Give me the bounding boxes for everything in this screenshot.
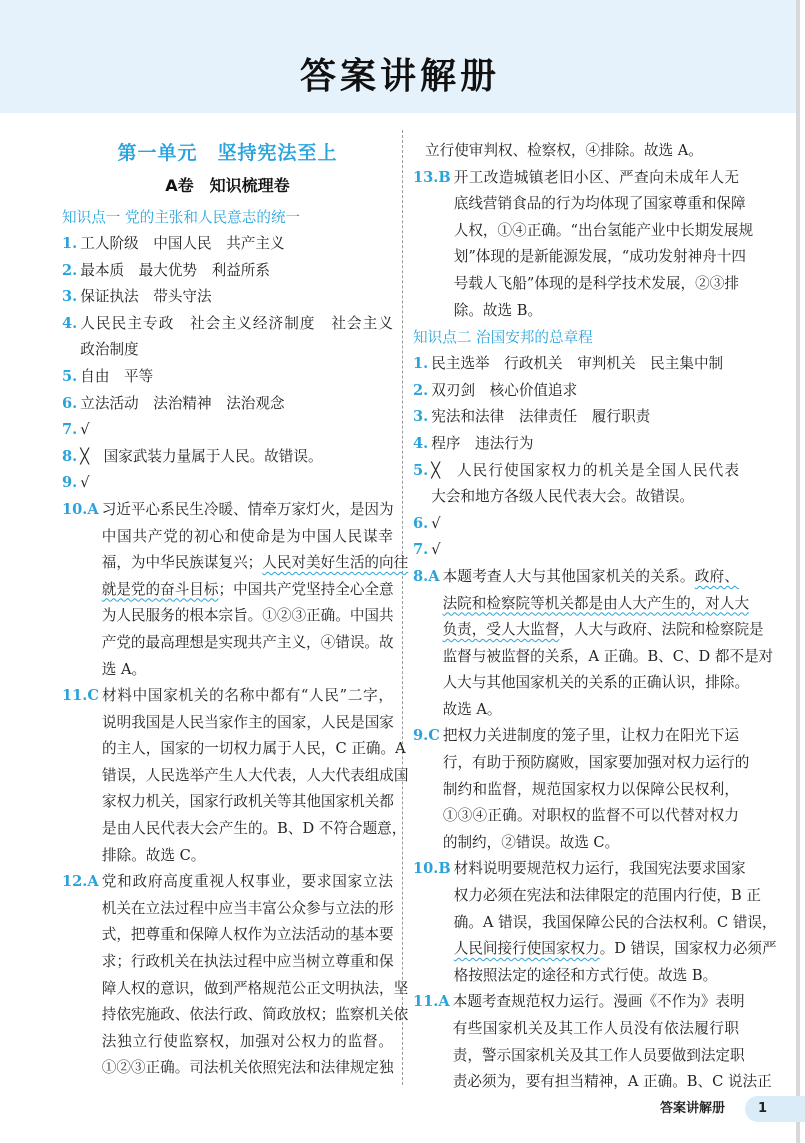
answer-number: 6. [413, 514, 429, 532]
answer-number: 1. [413, 355, 429, 373]
answer-body [80, 364, 393, 391]
answer-item [413, 165, 754, 325]
emphasized-text: 人民间接行使国家权力 [453, 940, 600, 958]
answer-line [101, 550, 409, 577]
answer-item [62, 364, 393, 391]
answer-number: 12.A [62, 873, 99, 891]
emphasized-text: 政府、 [694, 567, 739, 585]
answer-line: 立行使审判权、检察权，④排除。故选 A。 [425, 142, 703, 159]
answer-body [453, 856, 777, 989]
answer-line: 立法活动 法治精神 法治观念 [80, 394, 285, 412]
answer-line: 把权力关进制度的笼子里，让权力在阳光下运 [442, 727, 739, 745]
answer-number: 2. [413, 381, 429, 399]
answer-item [62, 311, 393, 364]
answer-item [62, 231, 393, 258]
answer-list [62, 231, 409, 1082]
answer-item [413, 856, 777, 989]
answer-body [80, 417, 393, 444]
answer-line: 确。A 错误，我国保障公民的合法权利。C 错误， [453, 913, 777, 931]
answer-body [431, 511, 739, 538]
answer-number: 7. [413, 541, 429, 559]
answer-line: 法独立行使监察权，加强对公权力的监督。 [101, 1032, 393, 1050]
knowledge-point-heading: 知识点一 党的主张和人民意志的统一 [62, 209, 301, 226]
answer-number: 8.A [413, 567, 440, 585]
answer-body [442, 564, 774, 724]
answer-number: 5. [62, 367, 78, 385]
answer-line: 号载人飞船”体现的是科学技术发展，②③排 [453, 274, 739, 292]
answer-item [413, 989, 772, 1095]
answer-line: 中国共产党的初心和使命是为中国人民谋幸 [101, 527, 393, 545]
answer-body [80, 470, 393, 497]
answer-item [62, 683, 409, 869]
answer-line: 式，把尊重和保障人权作为立法活动的基本要 [101, 926, 394, 944]
unit-title: 第一单元 坚持宪法至上 [117, 142, 338, 164]
answer-line: √ [431, 514, 441, 532]
answer-item [413, 511, 739, 538]
answer-number: 10.A [62, 500, 99, 518]
answer-line: 选 A。 [101, 660, 147, 678]
answer-line: 材料说明要规范权力运行，我国宪法要求国家 [453, 860, 746, 878]
answer-list [413, 138, 754, 324]
answer-number: 4. [62, 314, 78, 332]
answer-line: 故选 A。 [442, 700, 502, 718]
answer-item [62, 869, 409, 1082]
answer-body [442, 723, 750, 856]
answer-item [62, 391, 393, 418]
answer-line: 材料中国家机关的名称中都有“人民”二字， [102, 687, 393, 705]
knowledge-point-heading: 知识点二 治国安邦的总章程 [413, 329, 593, 347]
answer-line: √ [431, 541, 441, 559]
answer-line: 错误，人民选举产生人大代表，人大代表组成国 [102, 766, 409, 784]
answer-line: 格按照法定的途径和方式行使。故选 B。 [453, 966, 718, 984]
answer-line [102, 577, 393, 604]
answer-line: 双刃剑 核心价值追求 [431, 381, 578, 399]
answer-item [413, 404, 739, 431]
answer-line: ①②③正确。司法机关依照宪法和法律规定独 [101, 1059, 394, 1077]
answer-item [62, 444, 393, 471]
answer-line: ①③④正确。对职权的监督不可以代替对权力 [442, 807, 739, 825]
answer-line: 排除。故选 C。 [102, 846, 206, 864]
answer-item [413, 537, 739, 564]
emphasized-text: 法院和检察院等机关都是由人大产生的，对人大 [442, 594, 750, 612]
answer-item [413, 458, 739, 511]
answer-item [413, 351, 739, 378]
page-number: 1 [745, 1096, 805, 1122]
answer-number: 11.A [413, 993, 450, 1011]
answer-number: 13.B [413, 168, 451, 186]
answer-body [80, 311, 393, 364]
answer-number: 9. [62, 474, 78, 492]
text-segment: 。D 错误，国家权力必须严 [599, 940, 777, 958]
emphasized-text: 人民对美好生活的向往 [262, 554, 409, 572]
answer-line [443, 564, 739, 591]
text-segment: 福，为中华民族谋复兴； [101, 554, 263, 572]
answer-line: 行，有助于预防腐败，国家要加强对权力运行的 [442, 754, 750, 772]
right-column [413, 138, 777, 1096]
answer-line: 人民民主专政 社会主义经济制度 社会主义 [80, 314, 393, 332]
answer-line: 程序 违法行为 [431, 434, 534, 452]
answer-body [101, 869, 409, 1082]
answer-body [431, 537, 739, 564]
answer-body [80, 444, 393, 471]
answer-line: 持依宪施政、依法行政、简政放权；监察机关依 [101, 1006, 409, 1024]
answer-line: 责，警示国家机关及其工作人员要做到法定职 [452, 1046, 745, 1064]
answer-body [452, 989, 772, 1095]
answer-line: 除。故选 B。 [453, 301, 543, 319]
answer-item [413, 431, 739, 458]
answer-item [413, 138, 739, 165]
answer-body [431, 404, 739, 431]
answer-body [431, 458, 739, 511]
answer-line: ╳ 国家武装力量属于人民。故错误。 [80, 447, 323, 465]
answer-body [80, 391, 393, 418]
answer-line: 政治制度 [80, 341, 139, 359]
column-divider [402, 130, 403, 1085]
text-segment: ，人大与政府、法院和检察院是 [559, 621, 764, 639]
answer-line: 责必须为，要有担当精神，A 正确。B、C 说法正 [452, 1073, 772, 1091]
answer-line: 民主选举 行政机关 审判机关 民主集中制 [431, 355, 724, 373]
answer-item [413, 378, 739, 405]
answer-item [413, 723, 750, 856]
answer-line: 的制约，②错误。故选 C。 [442, 833, 620, 851]
answer-line: 划”体现的是新能源发展，“成功发射神舟十四 [453, 248, 746, 266]
text-segment: 本题考查人大与其他国家机关的关系。 [442, 567, 695, 585]
emphasized-text: 负责，受人大监督 [442, 621, 560, 639]
page-title: 答案讲解册 [299, 56, 500, 97]
left-column [62, 138, 409, 1082]
answer-line: √ [80, 421, 90, 439]
answer-body [80, 258, 393, 285]
answer-line: 最本质 最大优势 利益所系 [80, 261, 270, 279]
answer-number: 5. [413, 461, 429, 479]
answer-item [413, 564, 774, 724]
answer-body [425, 138, 739, 165]
answer-number: 7. [62, 421, 78, 439]
answer-body [80, 284, 393, 311]
answer-body [431, 378, 739, 405]
answer-line: 人大与其他国家机关的关系的正确认识，排除。 [442, 674, 750, 692]
answer-line: 说明我国是人民当家作主的国家，人民是国家 [102, 713, 394, 731]
answer-number: 3. [413, 408, 429, 426]
answer-body [431, 431, 739, 458]
answer-number: 10.B [413, 860, 451, 878]
answer-number: 8. [62, 447, 78, 465]
answer-line: 人权，①④正确。“出台氢能产业中长期发展规 [453, 221, 754, 239]
answer-number: 2. [62, 261, 78, 279]
answer-number: 1. [62, 235, 78, 252]
answer-line: 产党的最高理想是实现共产主义，④错误。故 [101, 633, 394, 651]
answer-line [442, 617, 764, 644]
answer-item [62, 284, 393, 311]
answer-line: 习近平心系民生冷暖、情牵万家灯火，是因为 [101, 500, 394, 518]
answer-number: 4. [413, 434, 429, 452]
answer-line: 制约和监督，规范国家权力以保障公民权利， [442, 780, 739, 798]
answer-line: ╳ 人民行使国家权力的机关是全国人民代表 [431, 461, 739, 479]
answer-body [431, 351, 739, 378]
answer-line: 是由人民代表大会产生的。B、D 不符合题意， [102, 820, 407, 838]
answer-body [453, 165, 754, 325]
answer-line: 权力必须在宪法和法律限定的范围内行使，B 正 [453, 887, 761, 905]
answer-list [413, 351, 777, 1096]
page-edge [796, 0, 800, 1143]
answer-line: 监督与被监督的关系，A 正确。B、C、D 都不是对 [442, 647, 774, 665]
answer-number: 9.C [413, 727, 440, 745]
answer-line: √ [80, 474, 90, 492]
answer-line: 底线营销食品的行为均体现了国家尊重和保障 [453, 195, 746, 213]
answer-line: 为人民服务的根本宗旨。①②③正确。中国共 [101, 607, 394, 625]
answer-line: 开工改造城镇老旧小区、严查向未成年人无 [453, 168, 739, 186]
answer-number: 6. [62, 394, 78, 412]
answer-body [80, 231, 393, 258]
answer-line [453, 936, 777, 963]
answer-line: 障人权的意识，做到严格规范公正文明执法，坚 [101, 979, 409, 997]
answer-number: 3. [62, 288, 78, 306]
header-band [0, 0, 800, 113]
answer-body [101, 497, 409, 683]
emphasized-text: 就是党的奋斗目标 [101, 580, 219, 598]
answer-item [62, 417, 393, 444]
answer-line: 党和政府高度重视人权事业，要求国家立法 [101, 873, 393, 891]
answer-line: 本题考查规范权力运行。漫画《不作为》表明 [452, 993, 745, 1011]
footer-book-title: 答案讲解册 [660, 1101, 726, 1116]
answer-line: 家权力机关，国家行政机关等其他国家机关都 [102, 793, 394, 811]
text-segment: ；中国共产党坚持全心全意 [218, 580, 394, 598]
answer-number: 11.C [62, 687, 100, 705]
answer-line: 的主人，国家的一切权力属于人民，C 正确。A [102, 740, 406, 758]
answer-line: 机关在立法过程中应当丰富公众参与立法的形 [101, 899, 394, 917]
answer-line: 求；行政机关在执法过程中应当树立尊重和保 [101, 953, 394, 971]
answer-line: 保证执法 带头守法 [80, 288, 212, 306]
answer-item [62, 470, 393, 497]
answer-line [442, 591, 750, 618]
answer-line: 工人阶级 中国人民 共产主义 [80, 235, 285, 252]
answer-item [62, 497, 409, 683]
answer-line: 自由 平等 [80, 367, 154, 385]
answer-body [102, 683, 409, 869]
answer-line: 宪法和法律 法律责任 履行职责 [431, 408, 651, 426]
answer-item [62, 258, 393, 285]
paper-title: A卷 知识梳理卷 [165, 176, 290, 195]
answer-line: 有些国家机关及其工作人员没有依法履行职 [452, 1020, 739, 1037]
answer-line: 大会和地方各级人民代表大会。故错误。 [431, 488, 694, 506]
